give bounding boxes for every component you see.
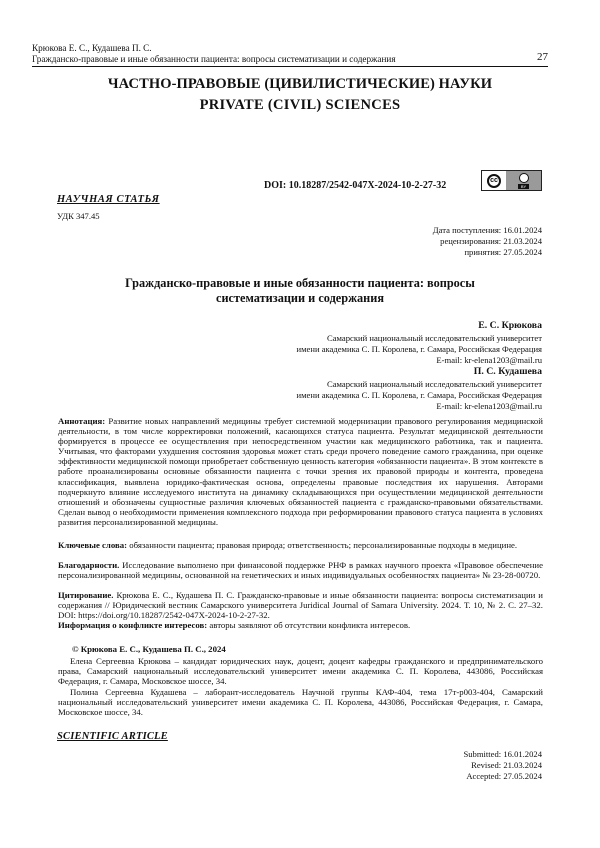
keywords-text: обязанности пациента; правовая природа; ответственность; персонализированные подходы в медицине. [127, 540, 518, 550]
citation-label: Цитирование. [58, 590, 114, 600]
author-affiliation: Самарский национальный исследовательский университет [327, 379, 542, 389]
citation-text: Крюкова Е. С., Кудашева П. С. Гражданско-правовые и иные обязанности пациента: вопросы систематизации и содержания // Юридический вестник Самарского университета Juridical Journal of Samara University. 2024. Т. 10, № 2. С. 27–32. DOI: https://doi.org/10.18287/2542-047X-2024-10-2-27-32. [58, 590, 543, 621]
abstract-label: Аннотация: [58, 416, 106, 426]
acknowledgment-text: Исследование выполнено при финансовой поддержке РНФ в рамках научного проекта «Правовое обеспечение персонализированной медицины, основанной на генетических и иных индивидуальных особенностях пациента» № 23-28-00720. [58, 560, 543, 581]
keywords [58, 540, 543, 550]
cc-by-tag: BY [518, 184, 529, 189]
copyright: © Крюкова Е. С., Кудашева П. С., 2024 [72, 644, 226, 654]
header-authors: Крюкова Е. С., Кудашева П. С. [32, 43, 152, 53]
keywords-label: Ключевые слова: [58, 540, 128, 550]
author-name: П. С. Кудашева [473, 366, 542, 377]
date-received: Дата поступления: 16.01.2024 [432, 225, 542, 235]
doi: DOI: 10.18287/2542-047X-2024-10-2-27-32 [264, 180, 447, 191]
udk: УДК 347.45 [57, 211, 100, 221]
acknowledgment [58, 560, 543, 580]
author-email: E-mail: kr-elena1203@mail.ru [436, 355, 542, 365]
section-title-ru: ЧАСТНО-ПРАВОВЫЕ (ЦИВИЛИСТИЧЕСКИЕ) НАУКИ [107, 76, 493, 92]
article-title-line: Гражданско-правовые и иные обязанности пациента: вопросы [125, 276, 475, 290]
cc-by-icon[interactable] [481, 170, 542, 191]
author-bio: Елена Сергеевна Крюкова – кандидат юридических наук, доцент, доцент кафедры гражданского и предпринимательского права, Самарский национальный исследовательский университет имени академика С. П. Королева, 443086, Российская Федерация, г. Самара, Московское шоссе, 34. [58, 656, 543, 687]
date-reviewed: рецензирования: 21.03.2024 [440, 236, 542, 246]
abstract-text: Развитие новых направлений медицины требует системной модернизации правового регулирования медицинской деятельности, в том числе корректировки положений, касающихся статуса пациента. Результат медицинской деятельности формируется в процессе ее осуществления при непосредственном участии как медицинского работника, так и пациента. Учитывая, что факторами ухудшения состояния здоровья может стать среди прочего поведение самого гражданина, при оценке эффективности медицинской помощи приобретает собственную ценность категория «обязанности пациента». В этом контексте в работе проанализированы основные обязанности пациента с точки зрения их правовой природы и контента, проведена классификация, выявлена юридико-фактическая основа, определены правовые последствия их нарушения. Авторами подчеркнуто влияние исследуемого института на динамику складывающихся при осуществлении медицинской деятельности отношений и обозначены сущностные различия ключевых обязанностей пациента с гражданско-правовыми обязательствами. Сделан вывод о необходимости применения комплексного подхода при реформировании правового статуса пациента в условиях развития персонализированной медицины. [58, 416, 543, 527]
author-affiliation: имени академика С. П. Королева, г. Самара, Российская Федерация [296, 390, 542, 400]
author-email: E-mail: kr-elena1203@mail.ru [436, 401, 542, 411]
acknowledgment-label: Благодарности. [58, 560, 120, 570]
citation [58, 590, 543, 620]
cc-circle-icon: cc [487, 174, 501, 188]
article-title-line: систематизации и содержания [216, 291, 384, 305]
header-running-title: Гражданско-правовые и иные обязанности пациента: вопросы систематизации и содержания [32, 54, 396, 64]
article-title [0, 276, 600, 306]
section-title-en: PRIVATE (CIVIL) SCIENCES [199, 97, 401, 113]
date-accepted: принятия: 27.05.2024 [464, 247, 542, 257]
article-type-en: SCIENTIFIC ARTICLE [57, 731, 168, 742]
author-affiliation: имени академика С. П. Королева, г. Самара, Российская Федерация [296, 344, 542, 354]
conflict-of-interest [58, 620, 543, 630]
date-accepted-en: Accepted: 27.05.2024 [466, 771, 542, 781]
header-rule [32, 66, 548, 67]
person-icon [519, 173, 529, 183]
date-submitted: Submitted: 16.01.2024 [463, 749, 542, 759]
article-type-ru: НАУЧНАЯ СТАТЬЯ [57, 194, 160, 205]
author-affiliation: Самарский национальный исследовательский университет [327, 333, 542, 343]
date-revised: Revised: 21.03.2024 [471, 760, 542, 770]
page-number: 27 [537, 51, 548, 63]
author-bio: Полина Сергеевна Кудашева – лаборант-исследователь Научной группы КАФ-404, тема 17т-р003-404, Самарский национальный исследовательский университет имени академика С. П. Королева, 443086, Российская Федерация, г. Самара, Московское шоссе, 34. [58, 687, 543, 718]
author-name: Е. С. Крюкова [478, 320, 542, 331]
conflict-text: авторы заявляют об отсутствии конфликта интересов. [207, 620, 411, 630]
conflict-label: Информация о конфликте интересов: [58, 620, 208, 630]
abstract [58, 416, 543, 527]
